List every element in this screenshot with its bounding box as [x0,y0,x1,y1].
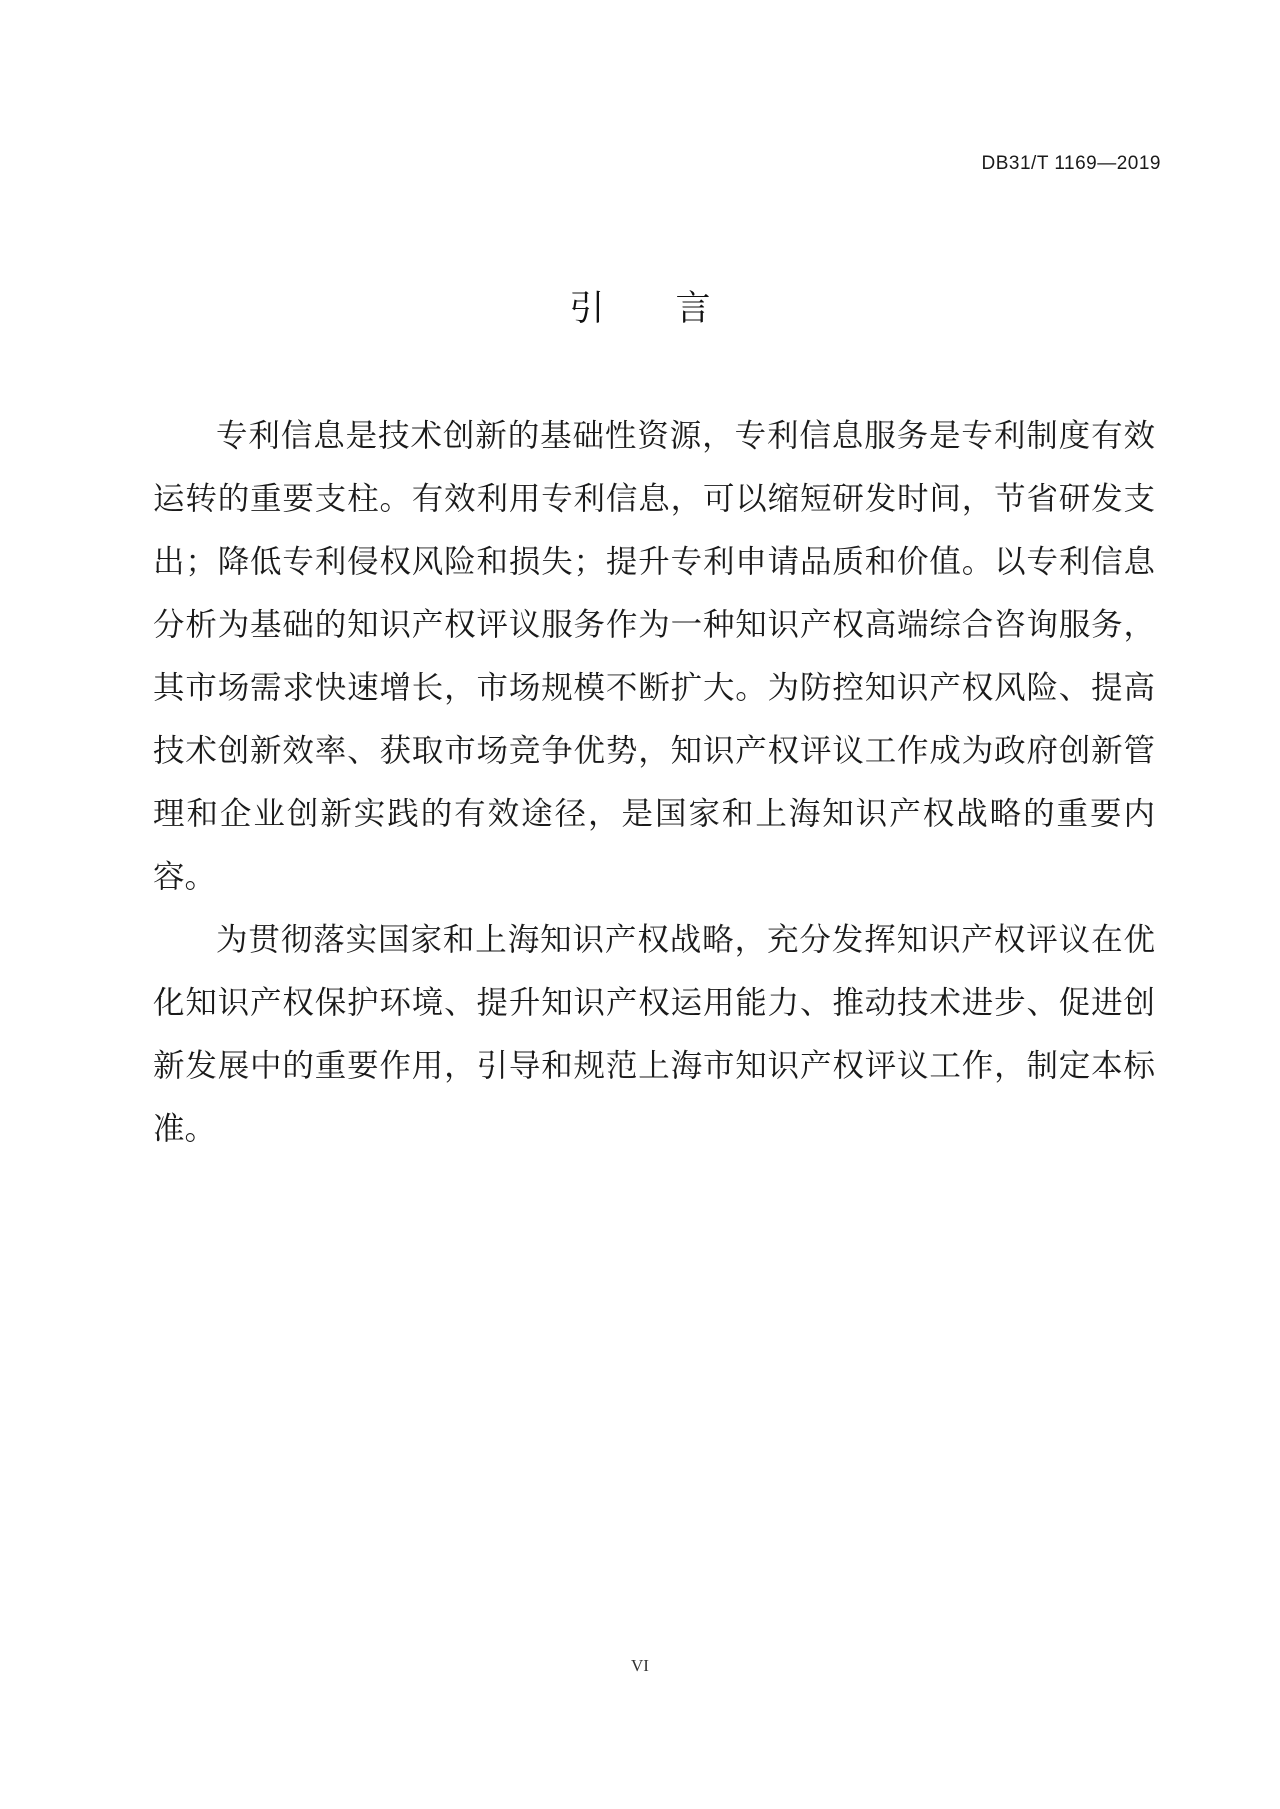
body-text [153,405,1155,1161]
page-title: 引 言 [569,289,741,329]
page-number: VI [631,1656,649,1675]
paragraph-1: 专利信息是技术创新的基础性资源，专利信息服务是专利制度有效运转的重要支柱。有效利用专利信息，可以缩短研发时间，节省研发支出；降低专利侵权风险和损失；提升专利申请品质和价值。以专利信息分析为基础的知识产权评议服务作为一种知识产权高端综合咨询服务，其市场需求快速增长，市场规模不断扩大。为防控知识产权风险、提高技术创新效率、获取市场竞争优势，知识产权评议工作成为政府创新管理和企业创新实践的有效途径，是国家和上海知识产权战略的重要内容。 [153,418,1155,895]
paragraph-2: 为贯彻落实国家和上海知识产权战略，充分发挥知识产权评议在优化知识产权保护环境、提升知识产权运用能力、推动技术进步、促进创新发展中的重要作用，引导和规范上海市知识产权评议工作，制定本标准。 [153,922,1155,1147]
document-code: DB31/T 1169—2019 [981,153,1161,174]
